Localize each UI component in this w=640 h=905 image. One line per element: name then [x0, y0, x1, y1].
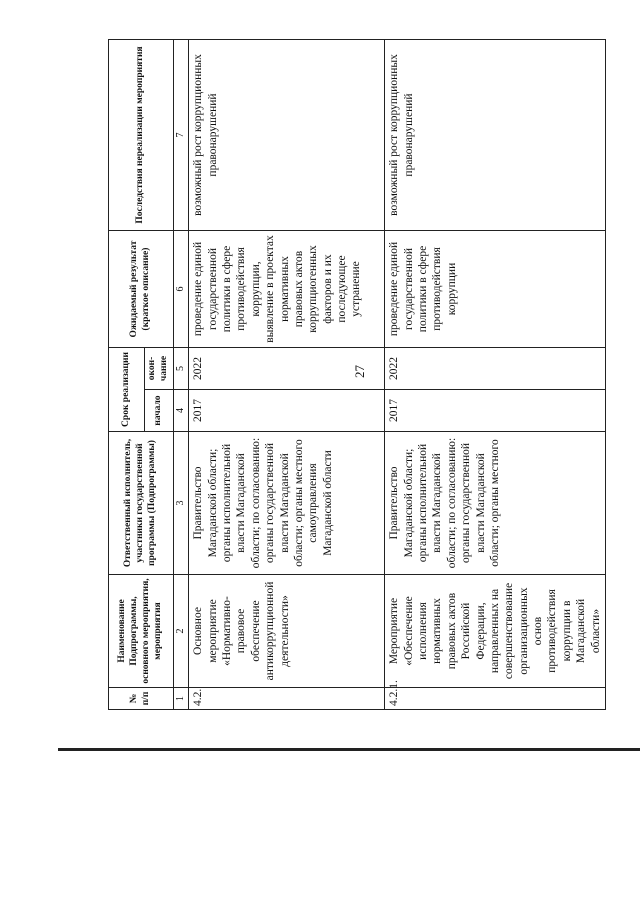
table-row — [385, 40, 606, 710]
table-row — [189, 40, 385, 710]
row-name: Основное мероприятие «Нормативно-правовое обеспечение антикоррупционной деятельности» — [189, 575, 385, 688]
column-number: 7 — [173, 40, 189, 231]
column-number: 6 — [173, 231, 189, 348]
column-number: 2 — [173, 575, 189, 688]
header-term: Срок реализации — [109, 348, 145, 432]
header-name: Наименование Подпрограммы, основного мероприятия, мероприятия — [109, 575, 174, 688]
row-end: 2022 — [189, 348, 385, 390]
header-start: начало — [145, 390, 174, 432]
column-number: 5 — [173, 348, 189, 390]
row-consequences: возможный рост коррупционных правонарушений — [385, 40, 606, 231]
row-executor: Правительство Магаданской области; органы исполнительной власти Магаданской области; по согласованию: органы государственной власти Магаданской области; органы местного самоуправления Магаданской области — [189, 432, 385, 575]
row-result: проведение единой государственной политики в сфере противодействия коррупции — [385, 231, 606, 348]
column-number: 3 — [173, 432, 189, 575]
header-end: окон-чание — [145, 348, 174, 390]
column-number: 1 — [173, 688, 189, 710]
row-num: 4.2. — [189, 688, 385, 710]
column-number: 4 — [173, 390, 189, 432]
row-consequences: возможный рост коррупционных правонарушений — [189, 40, 385, 231]
row-start: 2017 — [385, 390, 606, 432]
row-num: 4.2.1. — [385, 688, 606, 710]
row-name: Мероприятие «Обеспечение исполнения нормативных правовых актов Российской Федерации, направленных на совершенствование организационных основ противодействия коррупции в Магаданской области» — [385, 575, 606, 688]
page-number: 27 — [352, 365, 367, 378]
row-result: проведение единой государственной политики в сфере противодействия коррупции, выявление в проектах нормативных правовых актов коррупциогенных факторов и их последующее устранение — [189, 231, 385, 348]
row-executor: Правительство Магаданской области; органы исполнительной власти Магаданской области; по согласованию: органы государственной власти Магаданской области; органы местного — [385, 432, 606, 575]
header-num: № п/п — [109, 688, 174, 710]
row-end: 2022 — [385, 348, 606, 390]
column-number-row — [173, 40, 189, 710]
header-executor: Ответственный исполнитель, участники государственной программы (Подпрограммы) — [109, 432, 174, 575]
header-consequences: Последствия нереализации мероприятия — [109, 40, 174, 231]
rotated-table-container — [108, 40, 602, 710]
header-row — [109, 40, 145, 710]
measures-table — [108, 39, 606, 710]
page-divider-line — [58, 748, 640, 751]
header-result: Ожидаемый результат (краткое описание) — [109, 231, 174, 348]
row-start: 2017 — [189, 390, 385, 432]
